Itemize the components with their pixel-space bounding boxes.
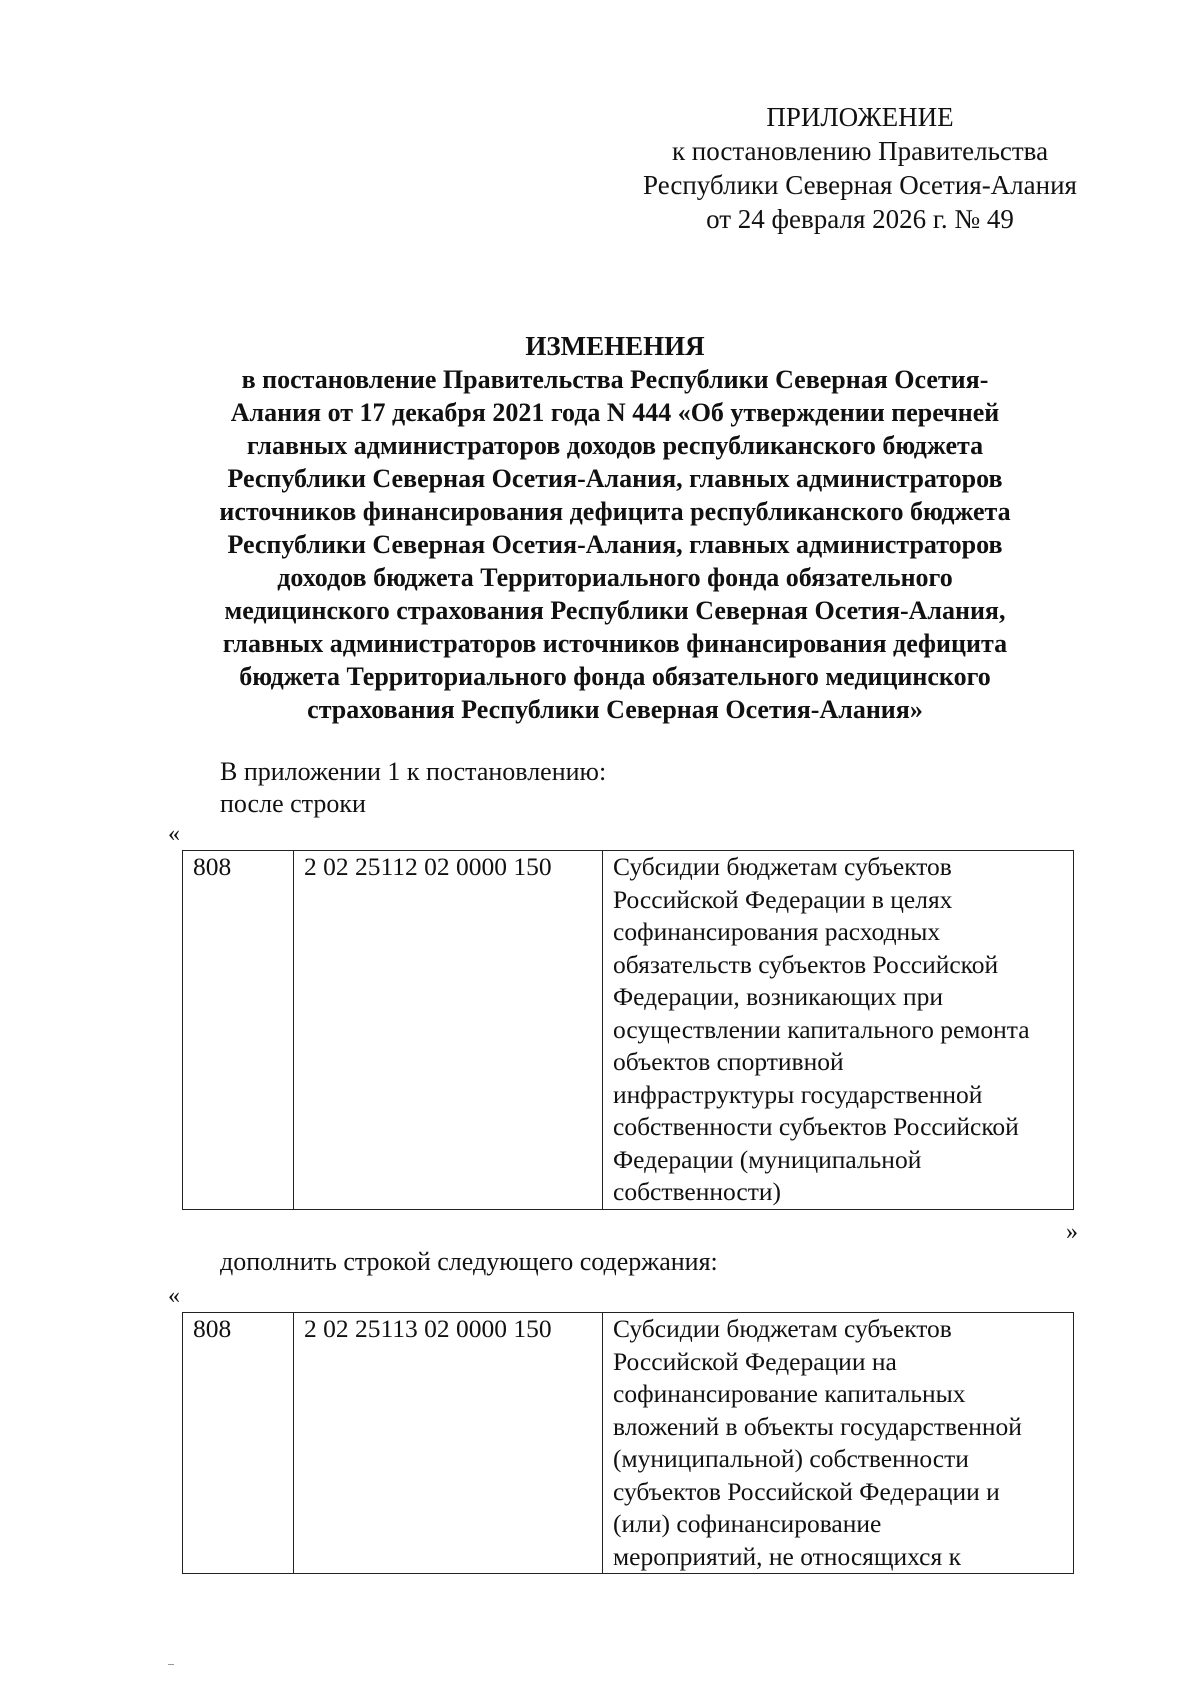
- income-name-line: софинансирования расходных: [613, 917, 941, 946]
- income-name-cell: [603, 851, 1074, 1210]
- table-row: [183, 1313, 1074, 1574]
- table-row: [183, 851, 1074, 1210]
- appendix-region: Республики Северная Осетия-Алания: [643, 170, 1077, 200]
- title-line: доходов бюджета Территориального фонда обязательного: [277, 563, 953, 592]
- income-name-line: Субсидии бюджетам субъектов: [613, 852, 952, 881]
- open-quote: «: [168, 1283, 180, 1309]
- appendix-label: ПРИЛОЖЕНИЕ: [766, 102, 954, 132]
- appendix-ref: к постановлению Правительства: [671, 136, 1049, 166]
- kbk-cell: 2 02 25113 02 0000 150: [294, 1313, 603, 1574]
- income-name-line: Субсидии бюджетам субъектов: [613, 1314, 952, 1343]
- income-name-line: осуществлении капитального ремонта: [613, 1014, 1030, 1044]
- title-heading: ИЗМЕНЕНИЯ: [525, 331, 705, 361]
- income-name-cell: [603, 1313, 1074, 1574]
- scan-speck: [168, 1664, 174, 1665]
- appendix-date: от 24 февраля 2026 г. № 49: [706, 204, 1014, 234]
- title-line: в постановление Правительства Республики Северная Осетия-: [241, 365, 989, 394]
- title-line: медицинского страхования Республики Северная Осетия-Алания,: [224, 596, 1006, 625]
- title-line: Алания от 17 декабря 2021 года N 444 «Об утверждении перечней: [230, 398, 1000, 427]
- income-name-line: Российской Федерации в целях: [613, 884, 953, 914]
- income-name-line: (или) софинансирование: [613, 1509, 882, 1538]
- income-name-line: вложений в объекты государственной: [613, 1411, 1022, 1441]
- income-name-line: мероприятий, не относящихся к: [613, 1541, 961, 1571]
- document-title: [150, 330, 1080, 726]
- title-line: Республики Северная Осетия-Алания, главных администраторов: [227, 530, 1003, 559]
- income-name-line: собственности субъектов Российской: [613, 1112, 1019, 1141]
- open-quote: «: [168, 821, 180, 847]
- title-line: главных администраторов источников финансирования дефицита: [222, 629, 1008, 658]
- income-name-line: объектов спортивной: [613, 1047, 844, 1076]
- new-row-table: [182, 1312, 1074, 1574]
- title-line: страхования Республики Северная Осетия-Алания»: [307, 695, 923, 724]
- income-name-line: обязательств субъектов Российской: [613, 949, 999, 979]
- title-line: главных администраторов доходов республиканского бюджета: [246, 431, 984, 460]
- existing-row-table: [182, 850, 1074, 1210]
- income-name-line: инфраструктуры государственной: [613, 1079, 983, 1109]
- intro-paragraph: В приложении 1 к постановлению:: [220, 757, 607, 786]
- title-line: бюджета Территориального фонда обязательного медицинского: [239, 662, 991, 691]
- close-quote: »: [1066, 1219, 1078, 1245]
- income-name-line: субъектов Российской Федерации и: [613, 1476, 1000, 1506]
- title-line: Республики Северная Осетия-Алания, главных администраторов: [227, 464, 1003, 493]
- after-row-label: после строки: [220, 789, 366, 818]
- admin-code-cell: 808: [183, 1313, 294, 1574]
- kbk-cell: 2 02 25112 02 0000 150: [294, 851, 603, 1210]
- admin-code-cell: 808: [183, 851, 294, 1210]
- income-name-line: софинансирование капитальных: [613, 1379, 966, 1408]
- income-name-line: Российской Федерации на: [613, 1346, 897, 1376]
- title-line: источников финансирования дефицита республиканского бюджета: [219, 497, 1011, 526]
- supplement-paragraph: дополнить строкой следующего содержания:: [220, 1247, 718, 1276]
- income-name-line: Федерации, возникающих при: [613, 982, 943, 1011]
- income-name-line: (муниципальной) собственности: [613, 1444, 969, 1473]
- income-name-line: собственности): [613, 1177, 781, 1206]
- income-name-line: Федерации (муниципальной: [613, 1144, 922, 1174]
- appendix-header: [600, 100, 1120, 236]
